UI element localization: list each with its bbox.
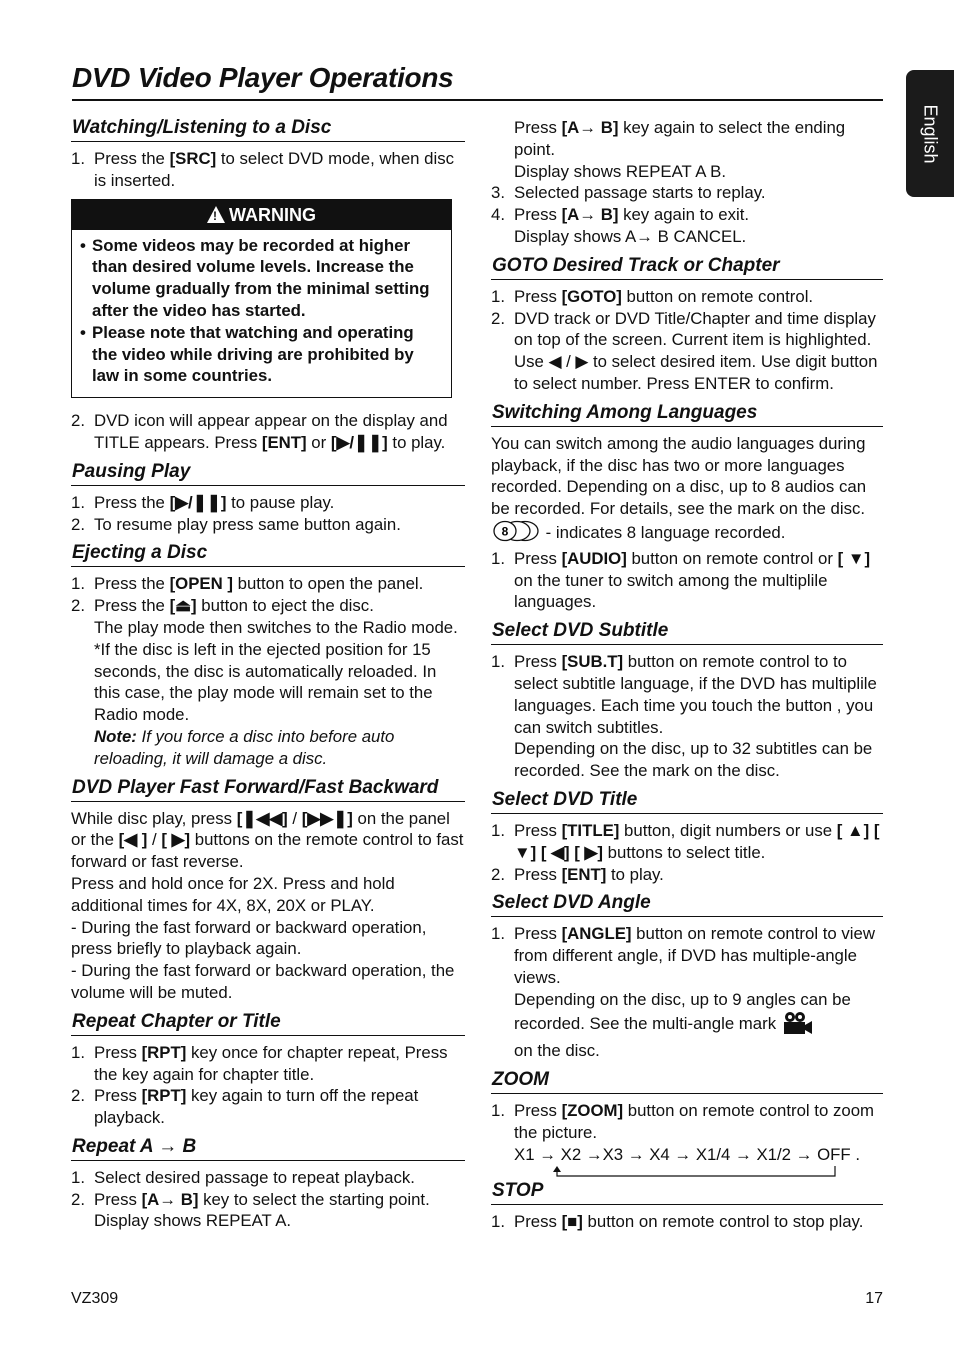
section-repeat <box>71 1010 465 1129</box>
section-subtitle <box>491 619 883 782</box>
paragraph: Press and hold once for 2X. Press and hold additional times for 4X, 8X, 20X or PLAY. <box>71 873 395 915</box>
warning-bullet: • Some videos may be recorded at higher than desired volume levels. Increase the volume gradually from the minimal setting after the video has started. <box>80 235 443 322</box>
section-dvd-title <box>491 788 883 885</box>
zoom-loop-arrow-icon <box>547 1166 837 1180</box>
paragraph: The play mode then switches to the Radio mode. <box>94 617 458 637</box>
list-item: 2. Press [RPT] key again to turn off the repeat playback. <box>71 1086 419 1128</box>
paragraph: Press [A→ B] key again to select the ending point. <box>514 118 846 159</box>
multi-angle-camera-icon <box>781 1011 815 1041</box>
section-heading: STOP <box>491 1179 883 1205</box>
title-rule <box>72 99 883 101</box>
list-item: 1. Press [TITLE] button, digit numbers or use [ ▲] [ ▼] [ ◀] [ ▶] buttons to select title. <box>491 820 880 862</box>
section-heading: Ejecting a Disc <box>71 541 465 567</box>
section-ejecting <box>71 541 465 769</box>
paragraph: You can switch among the audio languages during playback, if the disc has two or more languages recorded. Depending on a disc, up to 8 audios can be recorded. For details, see the mark on the disc. 8 - indicates 8 language recorded. <box>491 433 883 548</box>
paragraph: *If the disc is left in the ejected position for 15 seconds, the disc is automatically reloaded. In this case, the play mode will remain set to the Radio mode. <box>94 639 437 725</box>
warning-box <box>71 199 452 399</box>
section-pausing <box>71 460 465 536</box>
zoom-sequence: X1 → X2 →X3 → X4 → X1/4 → X1/2 → OFF . <box>514 1144 883 1166</box>
paragraph: - During the fast forward or backward operation, the volume will be muted. <box>71 961 455 1002</box>
section-heading: Switching Among Languages <box>491 401 883 427</box>
list-item: 1. Press the [OPEN ] button to open the panel. <box>71 574 424 594</box>
warning-body <box>72 230 451 398</box>
section-repeat-ab <box>71 1135 465 1232</box>
language-mark-icon <box>491 520 541 548</box>
language-tab <box>906 70 954 197</box>
section-heading: DVD Player Fast Forward/Fast Backward <box>71 776 465 802</box>
section-angle <box>491 891 883 1062</box>
list-item: 2. DVD track or DVD Title/Chapter and time display on top of the screen. Current item is highlighted. Use ◀ / ▶ to select desired item. Use digit button to select number. Press ENTER to confirm. <box>491 308 878 393</box>
list-item: 2. Press [A→ B] key to select the starting point. Display shows REPEAT A. <box>71 1189 430 1231</box>
language-tab-label: English <box>920 103 941 164</box>
section-heading: Watching/Listening to a Disc <box>71 116 465 142</box>
section-goto <box>491 254 883 395</box>
list-item: 1. Press the [SRC] to select DVD mode, when disc is inserted. <box>71 149 455 190</box>
right-column <box>491 116 883 1239</box>
section-watching <box>71 116 465 454</box>
list-item: 1. Press [SUB.T] button on remote control to to select subtitle language, if the DVD has multiplile languages. Each time you touch the button , you can switch subtitles. Depending on the disc, up to 32 subtitles can be recorded. See the mark on the disc. <box>491 652 877 781</box>
section-heading: Select DVD Subtitle <box>491 619 883 645</box>
paragraph: - During the fast forward or backward operation, press briefly to playback again. <box>71 917 427 959</box>
list-item: 1. Press [ZOOM] button on remote control to zoom the picture. X1 → X2 →X3 → X4 → X1/4 → X1/2 → OFF . <box>491 1100 883 1165</box>
list-item: 1. Press [RPT] key once for chapter repeat, Press the key again for chapter title. <box>71 1042 448 1084</box>
list-item: 1. Press [■] button on remote control to stop play. <box>491 1212 864 1232</box>
section-languages <box>491 401 883 613</box>
section-fast-forward <box>71 776 465 1004</box>
section-zoom <box>491 1068 883 1165</box>
warning-icon: ! <box>207 206 225 223</box>
list-item: 1. Press [GOTO] button on remote control. <box>491 286 814 306</box>
list-item: 2. Press [ENT] to play. <box>491 864 664 884</box>
footer-page-number: 17 <box>865 1290 883 1307</box>
section-heading: Repeat Chapter or Title <box>71 1010 465 1036</box>
paragraph: While disc play, press [❚◀◀] / [▶▶❚] on the panel or the [◀ ] / [ ▶] buttons on the remote control to fast forward or fast reverse. <box>71 808 464 872</box>
section-heading: Pausing Play <box>71 460 465 486</box>
warning-bullet: • Please note that watching and operating the video while driving are prohibited by law in some countries. <box>80 322 443 387</box>
list-item: 2. To resume play press same button again. <box>71 514 401 534</box>
list-item: 1. Press [AUDIO] button on remote control or [ ▼] on the tuner to switch among the multiplile languages. <box>491 548 871 612</box>
section-stop <box>491 1179 883 1233</box>
list-item: 1. Press the [▶/❚❚] to pause play. <box>71 492 335 512</box>
list-item: 2. Press the [⏏] button to eject the disc. <box>71 596 374 616</box>
language-mark-number: 8 <box>501 524 509 539</box>
list-item: 1. Select desired passage to repeat playback. <box>71 1167 415 1187</box>
list-item: 4. Press [A→ B] key again to exit. Display shows A→ B CANCEL. <box>491 205 750 246</box>
footer-model: VZ309 <box>71 1290 119 1307</box>
section-repeat-ab-continued <box>491 117 883 248</box>
left-column <box>71 116 465 1238</box>
list-item: 1. Press [ANGLE] button on remote control to view from different angle, if DVD has multiple-angle views. Depending on the disc, up to 9 angles can be recorded. See the multi-angle mark on the disc. <box>491 924 875 1061</box>
section-heading: Select DVD Title <box>491 788 883 814</box>
section-heading: Repeat A → B <box>71 1135 465 1161</box>
list-item: 2. DVD icon will appear appear on the display and TITLE appears. Press [ENT] or [▶/❚❚] to play. <box>71 411 448 452</box>
note: Note: If you force a disc into before auto reloading, it will damage a disc. <box>94 726 395 768</box>
section-heading: Select DVD Angle <box>491 891 883 917</box>
paragraph: Display shows REPEAT A B. <box>514 161 727 181</box>
section-heading: GOTO Desired Track or Chapter <box>491 254 883 280</box>
list-item: 3. Selected passage starts to replay. <box>491 183 766 203</box>
section-heading: ZOOM <box>491 1068 883 1094</box>
warning-header: ! WARNING <box>72 200 451 230</box>
page-title: DVD Video Player Operations <box>72 62 454 93</box>
